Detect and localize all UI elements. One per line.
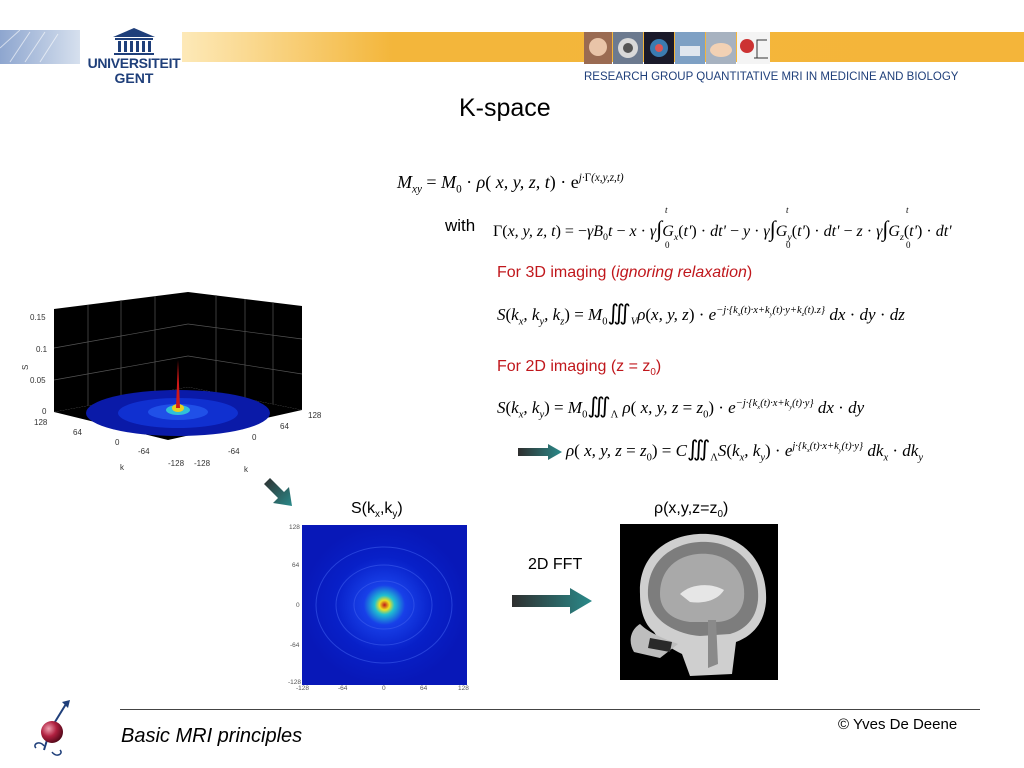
kx-tick: -64 bbox=[228, 447, 240, 456]
x-tick: 64 bbox=[420, 685, 428, 692]
ky-tick: 64 bbox=[73, 428, 82, 437]
rho-label: $\rho(x,y,z=z_0)$ bbox=[654, 500, 729, 521]
with-label: with bbox=[445, 216, 476, 235]
kspace-3d-surface bbox=[18, 292, 328, 484]
y-tick: 0 bbox=[296, 602, 300, 609]
logo-line1: UNIVERSITEIT bbox=[87, 55, 181, 71]
footer-copyright: © Yves De Deene bbox=[838, 716, 958, 733]
footer-title: Basic MRI principles bbox=[121, 725, 303, 747]
z-axis-label: S bbox=[21, 364, 30, 370]
ky-tick: 0 bbox=[115, 438, 120, 447]
plot-transition-arrow bbox=[262, 478, 294, 513]
y-tick: -64 bbox=[290, 642, 300, 649]
z-tick: 0 bbox=[42, 407, 47, 416]
ky-tick: 128 bbox=[34, 418, 48, 427]
imaging2d-heading: For 2D imaging $(z = z_0)$ bbox=[497, 358, 662, 379]
ky-axis-label: k bbox=[120, 463, 124, 472]
mri-sagittal-image bbox=[620, 524, 778, 680]
fft-label: 2D FFT bbox=[528, 556, 583, 573]
integral-limits: t 0 t 0 t 0 bbox=[665, 205, 911, 250]
y-tick: 64 bbox=[292, 562, 300, 569]
spin-logo bbox=[30, 700, 78, 765]
spin-icon bbox=[30, 700, 78, 760]
reconstruction-arrow bbox=[518, 444, 562, 465]
brain-mri-graphic bbox=[620, 524, 778, 680]
kspace-3d-plot bbox=[18, 292, 328, 484]
kspace-2d-image bbox=[288, 522, 472, 692]
kx-tick: -128 bbox=[194, 459, 211, 468]
x-tick: -64 bbox=[338, 685, 348, 692]
equation-reconstruction: ρ( x, y, $z = z_0$) = $C∭_\Lambda S(k_x$, $k_y) \cdot e^{j\cdot\{k_x(t)\cdot x+k_y(t)\cdot y\}}$ $dk_x \cdot dk_y$ bbox=[566, 436, 924, 464]
kx-tick: 64 bbox=[280, 422, 289, 431]
building-icon bbox=[109, 26, 159, 56]
equation-3d-signal: $S(k_x$, $k_y$, $k_z$) = $M_0∭_V\rho(x$, y, $z) \cdot e^{-j\cdot\{k_x(t)\cdot x+k_y(t)\cdot y+k_z(t).z\}}$ dx · dy · dz bbox=[497, 300, 905, 328]
kx-tick: 128 bbox=[308, 411, 322, 420]
logo-line2: GENT bbox=[114, 70, 154, 86]
fft-arrow bbox=[512, 588, 592, 619]
kspace-2d-map bbox=[288, 522, 472, 692]
footer-divider bbox=[120, 709, 980, 710]
ky-tick: -64 bbox=[138, 447, 150, 456]
z-tick: 0.05 bbox=[30, 376, 46, 385]
z-tick: 0.15 bbox=[30, 313, 46, 322]
header-photo-strip bbox=[584, 32, 770, 64]
ky-tick: -128 bbox=[168, 459, 185, 468]
kx-axis-label: k bbox=[244, 465, 248, 474]
z-tick: 0.1 bbox=[36, 345, 48, 354]
equation-mxy: $M_{xy} = M_0 \cdot \rho$( x, y, z, $t) \cdot e^{j\cdot\Gamma(x,y,z,t)}$ bbox=[397, 172, 624, 196]
x-tick: 128 bbox=[458, 685, 469, 692]
equation-2d-signal: $S(k_x$, $k_y$) = $M_0∭_\Lambda$ ρ( x, y, $z = z_0) \cdot e^{-j\cdot\{k_x(t)\cdot x+k_y(t)\cdot y\}}$ dx · dy bbox=[497, 393, 865, 421]
university-logo bbox=[86, 26, 182, 92]
y-tick: 128 bbox=[289, 524, 300, 531]
x-tick: -128 bbox=[296, 685, 310, 692]
imaging3d-heading: For 3D imaging (ignoring relaxation) bbox=[497, 264, 753, 281]
slide-title: K-space bbox=[459, 94, 551, 122]
kx-tick: 0 bbox=[252, 433, 257, 442]
kspace-label: $S(k_x,k_y)$ bbox=[351, 500, 403, 521]
equation-gamma: Γ(x, y, z, $t) = -\gamma B_0t - x \cdot \gamma\int G_x(t') \cdot dt' - y \cdot \gamma\int G_y(t') \cdot dt' - z \cdot \gamma\int G_z(t') \cdot dt'$ bbox=[493, 216, 952, 244]
y-tick: -128 bbox=[288, 679, 302, 686]
x-tick: 0 bbox=[382, 685, 386, 692]
research-group-label: RESEARCH GROUP QUANTITATIVE MRI IN MEDICINE AND BIOLOGY bbox=[584, 71, 959, 83]
medical-images-thumbnails bbox=[584, 32, 770, 64]
